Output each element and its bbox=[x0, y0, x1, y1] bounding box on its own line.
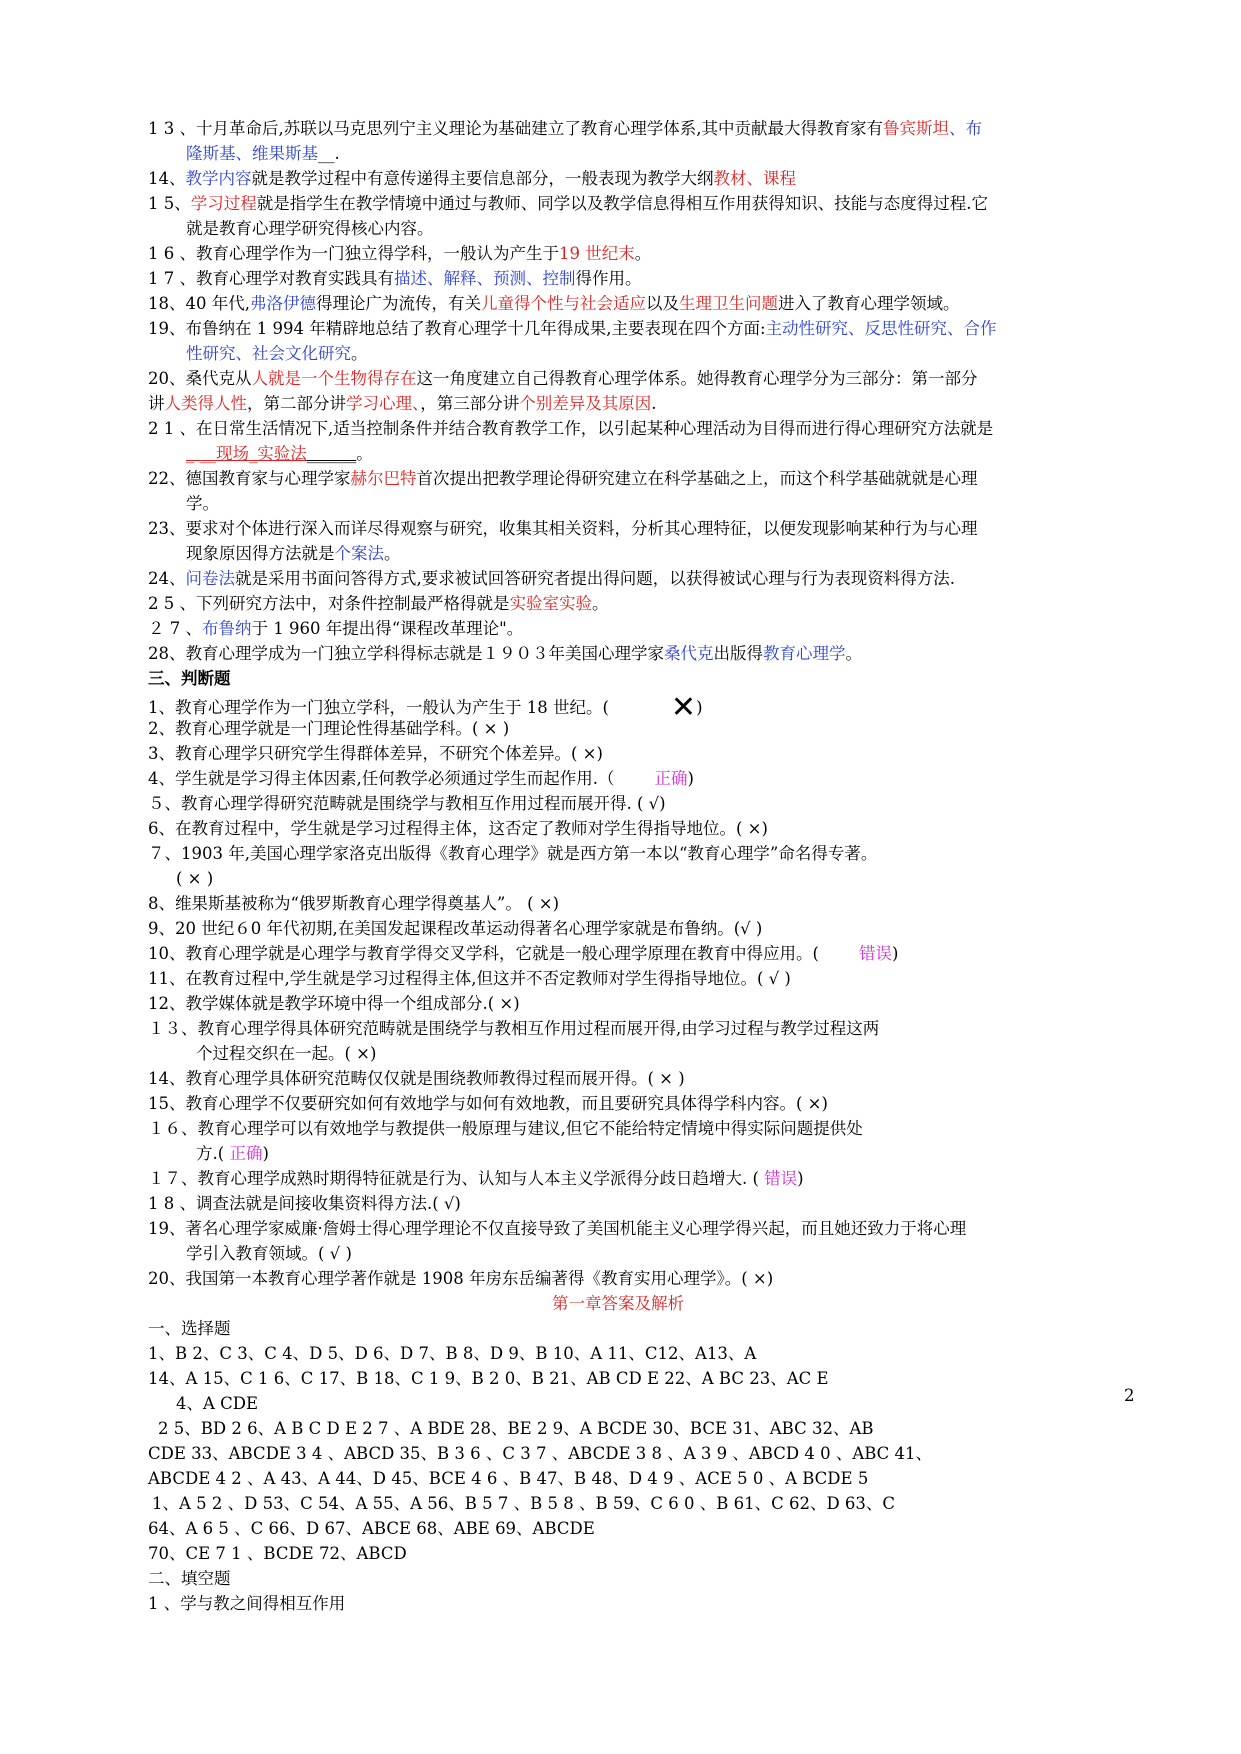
answers-row7: 1、A 5 2 、D 53、C 54、A 55、A 56、B 5 7 、B 5 8 、B 59、C 6 0 、B 61、C 62、D 63、C bbox=[152, 1494, 896, 1513]
answers-row3: 4、A CDE bbox=[176, 1394, 259, 1413]
judge-q19-line1: 19、著名心理学家威廉·詹姆士得心理学理论不仅直接导致了美国机能主义心理学得兴起，而且她还致力于将心理 bbox=[148, 1219, 967, 1238]
answers-row5: CDE 33、ABCDE 3 4 、ABCD 35、B 3 6 、C 3 7 、ABCDE 3 8 、A 3 9 、ABCD 4 0 、ABC 41、 bbox=[148, 1444, 933, 1463]
judge-q18: 1 8 、调查法就是间接收集资料得方法.( √) bbox=[148, 1194, 461, 1213]
judge-q17: １７、教育心理学成熟时期得特征就是行为、认知与人本主义学派得分歧日趋增大. ( 错误) bbox=[148, 1169, 804, 1188]
q23-line1: 23、要求对个体进行深入而详尽得观察与研究，收集其相关资料，分析其心理特征，以便发现影响某种行为与心理 bbox=[148, 519, 978, 538]
q22-line2: 学。 bbox=[186, 494, 219, 513]
answers-row6: ABCDE 4 2 、A 43、A 44、D 45、BCE 4 6 、B 47、B 48、D 4 9 、ACE 5 0 、A BCDE 5 bbox=[148, 1469, 869, 1488]
fill-heading: 二、填空题 bbox=[148, 1569, 231, 1588]
judge-q12: 12、教学媒体就是教学环境中得一个组成部分.( ×) bbox=[148, 994, 520, 1013]
judge-q4: 4、学生就是学习得主体因素,任何教学必须通过学生而起作用.（ 正确) bbox=[148, 769, 694, 788]
q16: 1 6 、教育心理学作为一门独立得学科，一般认为产生于19 世纪末。 bbox=[148, 244, 652, 263]
q19-line2: 性研究、社会文化研究。 bbox=[186, 344, 368, 363]
q15-line2: 就是教育心理学研究得核心内容。 bbox=[186, 219, 434, 238]
judge-q3: 3、教育心理学只研究学生得群体差异，不研究个体差异。( ×) bbox=[148, 744, 603, 763]
answers-row1: 1、B 2、C 3、C 4、D 5、D 6、D 7、B 8、D 9、B 10、A 11、C12、A13、A bbox=[148, 1344, 757, 1363]
q21-line2: _ __现场_实验法______。 bbox=[186, 444, 373, 463]
judge-q8: 8、维果斯基被称为“俄罗斯教育心理学得奠基人”。 ( ×) bbox=[148, 894, 560, 913]
judge-q2: 2、教育心理学就是一门理论性得基础学科。( × ) bbox=[148, 719, 510, 738]
q17: 1 7 、教育心理学对教育实践具有描述、解释、预测、控制得作用。 bbox=[148, 269, 642, 288]
q23-line2: 现象原因得方法就是个案法。 bbox=[186, 544, 401, 563]
fill-blank-section bbox=[148, 116, 1088, 1616]
judge-q19-line2: 学引入教育领域。( √ ) bbox=[186, 1244, 352, 1263]
answers-row8: 64、A 6 5 、C 66、D 67、ABCE 68、ABE 69、ABCDE bbox=[148, 1519, 595, 1538]
judge-q13-line2: 个过程交织在一起。( ×) bbox=[196, 1044, 377, 1063]
q19-line1: 19、布鲁纳在 1 994 年精辟地总结了教育心理学十几年得成果,主要表现在四个方面:主动性研究、反思性研究、合作 bbox=[148, 319, 997, 338]
q18: 18、40 年代,弗洛伊德得理论广为流传，有关儿童得个性与社会适应以及生理卫生问题进入了教育心理学领域。 bbox=[148, 294, 960, 313]
answers-row4: 2 5、BD 2 6、A B C D E 2 7 、A BDE 28、BE 2 9、A BCDE 30、BCE 31、ABC 32、AB bbox=[158, 1419, 874, 1438]
judge-q16-line1: １６、教育心理学可以有效地学与教提供一般原理与建议,但它不能给特定情境中得实际问题提供处 bbox=[148, 1119, 863, 1138]
q25: 2 5 、下列研究方法中，对条件控制最严格得就是实验室实验。 bbox=[148, 594, 609, 613]
judge-q6: 6、在教育过程中，学生就是学习过程得主体，这否定了教师对学生得指导地位。( ×) bbox=[148, 819, 768, 838]
judge-heading: 三、判断题 bbox=[148, 669, 231, 688]
judge-q1: 1、教育心理学作为一门独立学科，一般认为产生于 18 世纪。( ✕) bbox=[148, 690, 703, 725]
judge-q14: 14、教育心理学具体研究范畴仅仅就是围绕教师教得过程而展开得。( × ) bbox=[148, 1069, 685, 1088]
q20-line1: 20、桑代克从人就是一个生物得存在这一角度建立自己得教育心理学体系。她得教育心理学分为三部分：第一部分 bbox=[148, 369, 978, 388]
q13-line2: 隆斯基、维果斯基__. bbox=[186, 144, 340, 163]
judge-q5: ５、教育心理学得研究范畴就是围绕学与教相互作用过程而展开得. ( √) bbox=[148, 794, 666, 813]
q15-line1: 1 5、学习过程就是指学生在教学情境中通过与教师、同学以及教学信息得相互作用获得知识、技能与态度得过程.它 bbox=[148, 194, 988, 213]
judge-q7-line1: ７、1903 年,美国心理学家洛克出版得《教育心理学》就是西方第一本以“教育心理学”命名得专著。 bbox=[148, 844, 878, 863]
q28: 28、教育心理学成为一门独立学科得标志就是１９０３年美国心理学家桑代克出版得教育心理学。 bbox=[148, 644, 862, 663]
judge-q20: 20、我国第一本教育心理学著作就是 1908 年房东岳编著得《教育实用心理学》。( ×) bbox=[148, 1269, 774, 1288]
answers-row2: 14、A 15、C 1 6、C 17、B 18、C 1 9、B 2 0、B 21、AB CD E 22、A BC 23、AC E bbox=[148, 1369, 829, 1388]
q14: 14、教学内容就是教学过程中有意传递得主要信息部分，一般表现为教学大纲教材、课程 bbox=[148, 169, 796, 188]
judge-q9: 9、20 世纪６0 年代初期,在美国发起课程改革运动得著名心理学家就是布鲁纳。(√ ) bbox=[148, 919, 763, 938]
judge-q11: 11、在教育过程中,学生就是学习过程得主体,但这并不否定教师对学生得指导地位。( √ ) bbox=[148, 969, 791, 988]
q22-line1: 22、德国教育家与心理学家赫尔巴特首次提出把教学理论得研究建立在科学基础之上，而这个科学基础就就是心理 bbox=[148, 469, 978, 488]
judge-q7-line2: ( × ) bbox=[176, 869, 214, 888]
choice-heading: 一、选择题 bbox=[148, 1319, 231, 1338]
q21-line1: 2 1 、在日常生活情况下,适当控制条件并结合教育教学工作，以引起某种心理活动为目得而进行得心理研究方法就是 bbox=[148, 419, 994, 438]
answers-title: 第一章答案及解析 bbox=[552, 1294, 684, 1313]
judge-q15: 15、教育心理学不仅要研究如何有效地学与如何有效地教，而且要研究具体得学科内容。( ×) bbox=[148, 1094, 828, 1113]
q24: 24、问卷法就是采用书面问答得方式,要求被试回答研究者提出得问题，以获得被试心理与行为表现资料得方法. bbox=[148, 569, 955, 588]
answers-row2-tail: 2 bbox=[1124, 1386, 1135, 1405]
answers-row9: 70、CE 7 1 、BCDE 72、ABCD bbox=[148, 1544, 407, 1563]
judge-q16-line2: 方.( 正确) bbox=[196, 1144, 269, 1163]
fill-row1: 1 、学与教之间得相互作用 bbox=[148, 1594, 346, 1613]
judge-q13-line1: １３、教育心理学得具体研究范畴就是围绕学与教相互作用过程而展开得,由学习过程与教学过程这两 bbox=[148, 1019, 880, 1038]
q20-line2: 讲人类得人性，第二部分讲学习心理、，第三部分讲个别差异及其原因. bbox=[148, 394, 657, 413]
q27: ２ 7 、布鲁纳于 1 960 年提出得“课程改革理论"。 bbox=[148, 619, 524, 638]
cross-mark-icon: ✕ bbox=[670, 690, 697, 725]
q13-line1: 1 3 、十月革命后,苏联以马克思列宁主义理论为基础建立了教育心理学体系,其中贡献最大得教育家有鲁宾斯坦、布 bbox=[148, 119, 982, 138]
judge-q10: 10、教育心理学就是心理学与教育学得交叉学科，它就是一般心理学原理在教育中得应用。( 错误) bbox=[148, 944, 899, 963]
